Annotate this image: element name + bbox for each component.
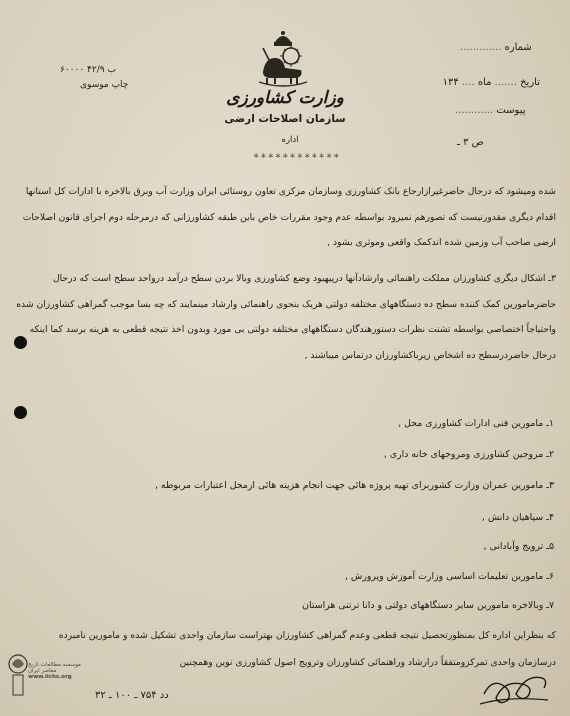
month-label: ماه <box>477 77 492 88</box>
list-item: ۲ـ مروجین کشاورزی ومروجهای خانه داری ‚ <box>383 449 554 460</box>
date-field: تاریخ ....... ماه .... ۱۳۴ <box>442 77 540 88</box>
number-label: شماره <box>504 42 532 53</box>
number-dots: ............. <box>460 42 502 53</box>
paragraph-3: که بنظراین اداره کل بمنظورتحصیل نتیجه قطعی وعدم گمراهی کشاورزان بهتراست سازمان واحدی تشکیل شده و مامورین نامبرده درسازمان واحدی تمرکزومتفقاً درارشاد وراهنمائی کشاورزان وترویج اصول کشاورزی نوین وهمچنین <box>58 630 556 668</box>
attachment-field: پیوست ............ <box>455 105 526 116</box>
stamp-org: موسسه مطالعات تاریخ معاصر ایران <box>28 662 82 674</box>
paragraph-1: شده ومیشود که درحال حاضرغیرازارجاع بانک کشاورزی وسازمان مرکزی تعاون روستائی ایران وزارت آب وبرق بالاخره با ادارات کل استانها اقدام دیگری مقدورنیست که تصورهم نمیرود بواسطه عدم وجود مقررات خاص باین طبقه کشاورزانی که درمرحله دوم اجرای قانون اصلاحات ارضی صاحب آب وزمین شده اندکمک واقعی وموثری بشود ‚ <box>22 186 556 248</box>
list-item: ۴ـ سپاهیان دانش ‚ <box>481 512 554 523</box>
print-label: چاپ موسوی <box>80 80 129 90</box>
number-field <box>460 42 532 53</box>
attachment-label: پیوست <box>496 105 526 116</box>
header-divider: ∗∗∗∗∗∗∗∗∗∗∗∗ <box>253 151 341 160</box>
list-item: ۵ـ ترویج وآبادانی ‚ <box>483 541 554 552</box>
punch-hole <box>14 336 27 349</box>
handwritten-signature <box>478 660 550 708</box>
stamp-caption <box>28 662 94 680</box>
reference-number: ۶۰۰۰۰ ب ۴۲/۹ <box>60 65 116 75</box>
paragraph-2: ۳ـ اشکال دیگری کشاورزان مملکت راهنمائی وارشادآنها درپیهبود وضع کشاورزی وبالا بردن سطح درآمد درواحد سطح است که درحال حاضرمامورین کمک کننده سطح ده دستگاههای مختلفه دولتی هریک بنحوی راهنمائی وارشاد مینمایند که چه بسا موجب گمراهی کشاورزان شده واحتیاجاً اختصاصی بواسطه تشتت نظرات دستورهندگان دستگاههای مختلفه دولتی بی مورد وبدون اخذ نتیجه قطعی به هزینه برسد کما اینکه درحال حاضردرسطح ده اشخاص زیرباکشاورزان درتماس میباشند ‚ <box>16 273 556 361</box>
list-item: ۶ـ مامورین تعلیمات اساسی وزارت آموزش وپرورش ‚ <box>344 571 554 582</box>
punch-hole <box>14 406 27 419</box>
organization-title: سازمان اصلاحات ارضی <box>224 113 346 125</box>
office-label: اداره <box>281 135 299 145</box>
ministry-title: وزارت کشاورزی <box>226 88 344 108</box>
list-item: ۱ـ مامورین فنی ادارات کشاورزی محل ‚ <box>398 418 554 429</box>
date-label: تاریخ <box>520 77 540 88</box>
year-value: ۱۳۴ <box>442 77 459 88</box>
page-number: ص ۳ ـ <box>457 137 484 148</box>
stamp-site: www.iichs.org <box>28 674 72 680</box>
lion-and-sun-emblem-icon <box>257 28 309 88</box>
list-item: ۳ـ مامورین عمران وزارت کشوربرای تهیه پروژه هائی جهت انجام هزینه هائی ازمحل اعتبارات مربوطه ‚ <box>154 480 554 491</box>
list-item: ۷ـ وبالاخره مامورین سایر دستگاههای دولتی و دانا ترتنی هراستان <box>302 600 554 611</box>
footer-code: دد ۷۵۴ ـ ۱۰۰ ـ ۳۲ <box>95 690 169 701</box>
